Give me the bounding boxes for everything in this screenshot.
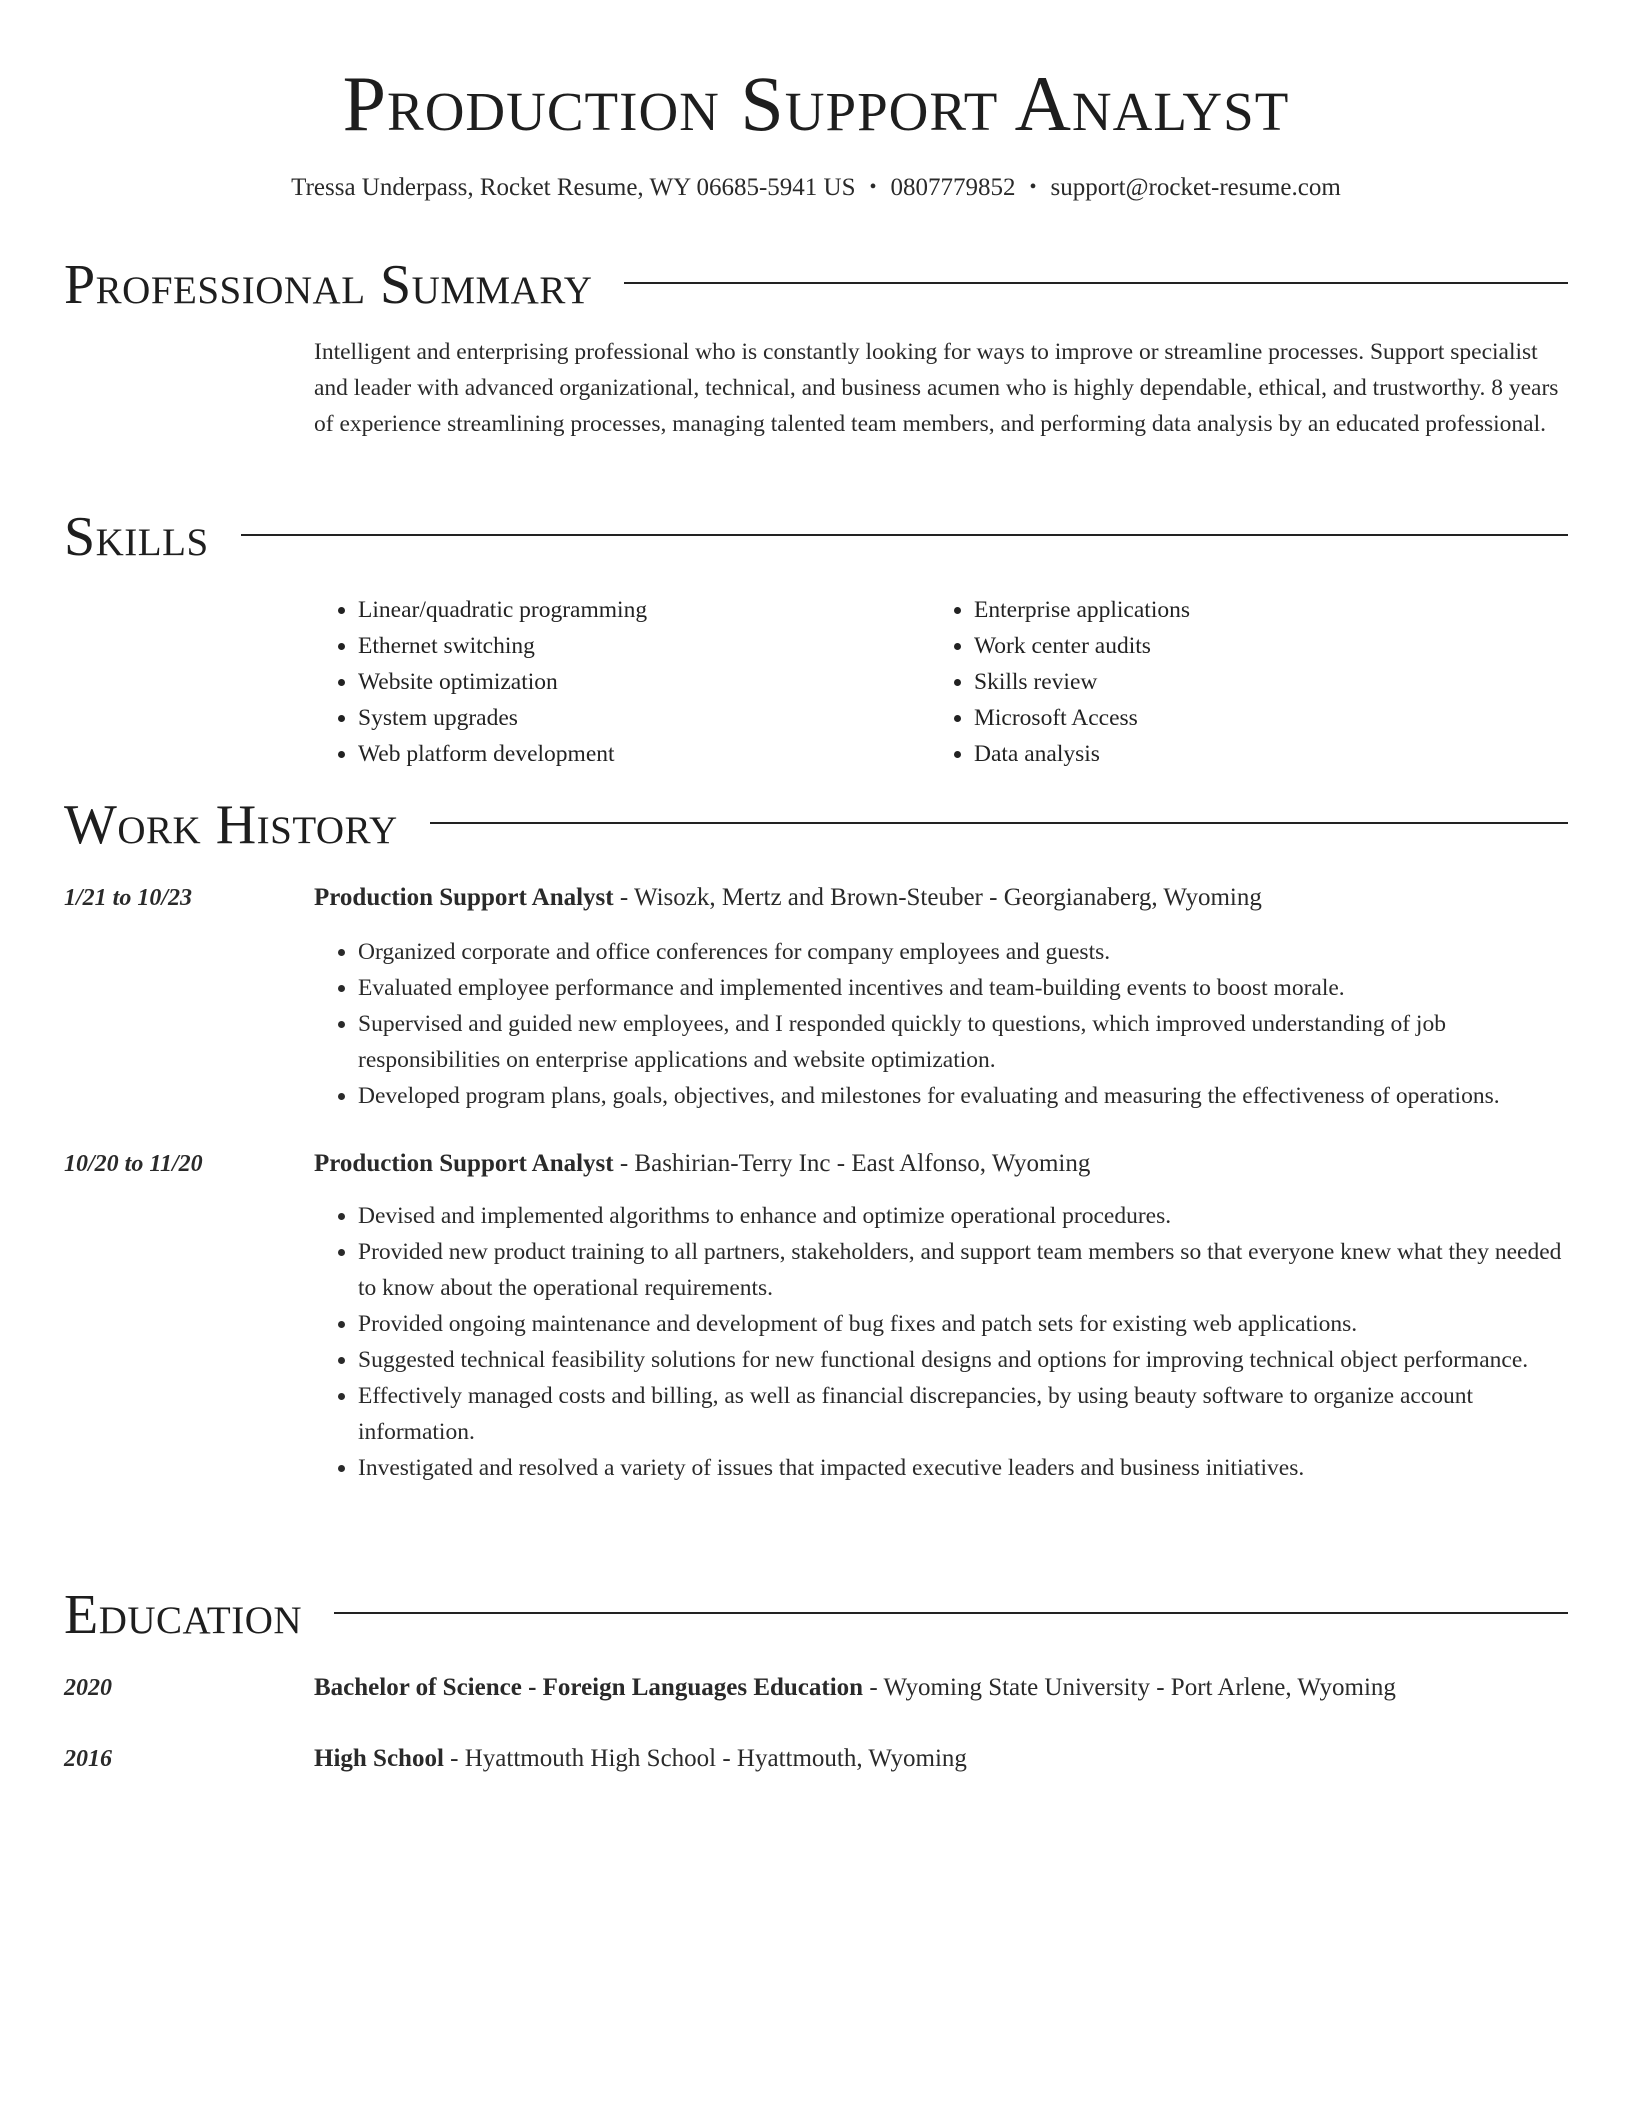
skill-item: • System upgrades [358, 700, 930, 736]
education-line [314, 1670, 1568, 1706]
education-degree: Bachelor of Science - Foreign Languages Education [314, 1674, 864, 1701]
skill-item: • Skills review [974, 664, 1546, 700]
skill-item: • Web platform development [358, 736, 930, 772]
skill-item: • Website optimization [358, 664, 930, 700]
resume-name: Production Support Analyst [342, 60, 1290, 147]
education-details [314, 1670, 1568, 1706]
skill-item: • Microsoft Access [974, 700, 1546, 736]
summary-section [64, 250, 1568, 442]
job-bullet: • Supervised and guided new employees, and I responded quickly to questions, which improved understanding of job responsibilities on enterprise applications and website optimization. [358, 1006, 1568, 1078]
address: Tressa Underpass, Rocket Resume, WY 06685-5941 US [291, 174, 856, 201]
education-school: - Wyoming State University - Port Arlene, Wyoming [863, 1674, 1396, 1701]
phone: 0807779852 [890, 174, 1016, 201]
job-bullet: • Provided ongoing maintenance and development of bug fixes and patch sets for existing web applications. [358, 1306, 1568, 1342]
section-title: Education [64, 1584, 303, 1646]
section-title: Work History [64, 794, 398, 856]
education-details [314, 1741, 1568, 1777]
skill-item: • Ethernet switching [358, 628, 930, 664]
education-entry [64, 1670, 1568, 1706]
job-entry [64, 880, 1568, 1114]
job-entry [64, 1146, 1568, 1486]
skill-item: • Work center audits [974, 628, 1546, 664]
divider [334, 1612, 1568, 1614]
section-title: Skills [64, 506, 209, 568]
job-company: - Wisozk, Mertz and Brown-Steuber - Georgianaberg, Wyoming [613, 884, 1262, 911]
job-role: Production Support Analyst [314, 884, 614, 911]
skill-item: • Linear/quadratic programming [358, 592, 930, 628]
job-bullet: • Organized corporate and office conferences for company employees and guests. [358, 934, 1568, 970]
education-entry [64, 1741, 1568, 1777]
education-line [314, 1741, 1568, 1777]
work-section [64, 790, 1568, 1486]
divider [241, 534, 1568, 536]
skills-grid [314, 592, 1568, 772]
job-bullet: • Evaluated employee performance and implemented incentives and team-building events to boost morale. [358, 970, 1568, 1006]
job-bullet: • Developed program plans, goals, objectives, and milestones for evaluating and measuring the effectiveness of operations. [358, 1078, 1568, 1114]
skills-column-right [930, 592, 1546, 772]
job-company: - Bashirian-Terry Inc - East Alfonso, Wyoming [613, 1150, 1091, 1177]
skill-item: • Enterprise applications [974, 592, 1546, 628]
job-bullet: • Investigated and resolved a variety of issues that impacted executive leaders and business initiatives. [358, 1450, 1568, 1486]
job-dates: 1/21 to 10/23 [64, 885, 193, 911]
job-bullet: • Devised and implemented algorithms to enhance and optimize operational procedures. [358, 1198, 1568, 1234]
resume-page [64, 0, 1568, 1772]
job-details [314, 1146, 1568, 1486]
section-title: Professional Summary [64, 254, 593, 316]
education-year: 2016 [64, 1746, 112, 1772]
job-title-line [314, 1146, 1568, 1182]
skill-item: • Data analysis [974, 736, 1546, 772]
section-header [64, 790, 1568, 860]
divider [624, 282, 1568, 284]
education-year: 2020 [64, 1675, 112, 1701]
job-role: Production Support Analyst [314, 1150, 614, 1177]
section-header [64, 1580, 1568, 1650]
education-degree: High School [314, 1745, 444, 1772]
section-header [64, 502, 1568, 572]
section-header [64, 250, 1568, 320]
skills-column-left [314, 592, 930, 772]
separator: • [869, 176, 877, 198]
education-section [64, 1580, 1568, 1777]
job-bullets [314, 1198, 1568, 1486]
job-bullet: • Provided new product training to all partners, stakeholders, and support team members so that everyone knew what they needed to know about the operational requirements. [358, 1234, 1568, 1306]
email: support@rocket-resume.com [1050, 174, 1341, 201]
divider [430, 822, 1568, 824]
job-title-line [314, 880, 1568, 916]
job-bullet: • Effectively managed costs and billing, as well as financial discrepancies, by using beauty software to organize account information. [358, 1378, 1568, 1450]
job-dates: 10/20 to 11/20 [64, 1151, 203, 1177]
job-bullets [314, 934, 1568, 1114]
job-bullet: • Suggested technical feasibility solutions for new functional designs and options for improving technical object performance. [358, 1342, 1568, 1378]
contact-line [64, 170, 1568, 205]
separator: • [1029, 176, 1037, 198]
skills-section [64, 502, 1568, 772]
summary-text: Intelligent and enterprising professional who is constantly looking for ways to improve or streamline processes. Support specialist and leader with advanced organizational, technical, and business acumen who is highly dependable, ethical, and trustworthy. 8 years of experience streamlining processes, managing talented team members, and performing data analysis by an educated professional. [314, 339, 1559, 437]
job-details [314, 880, 1568, 1114]
education-school: - Hyattmouth High School - Hyattmouth, Wyoming [443, 1745, 967, 1772]
